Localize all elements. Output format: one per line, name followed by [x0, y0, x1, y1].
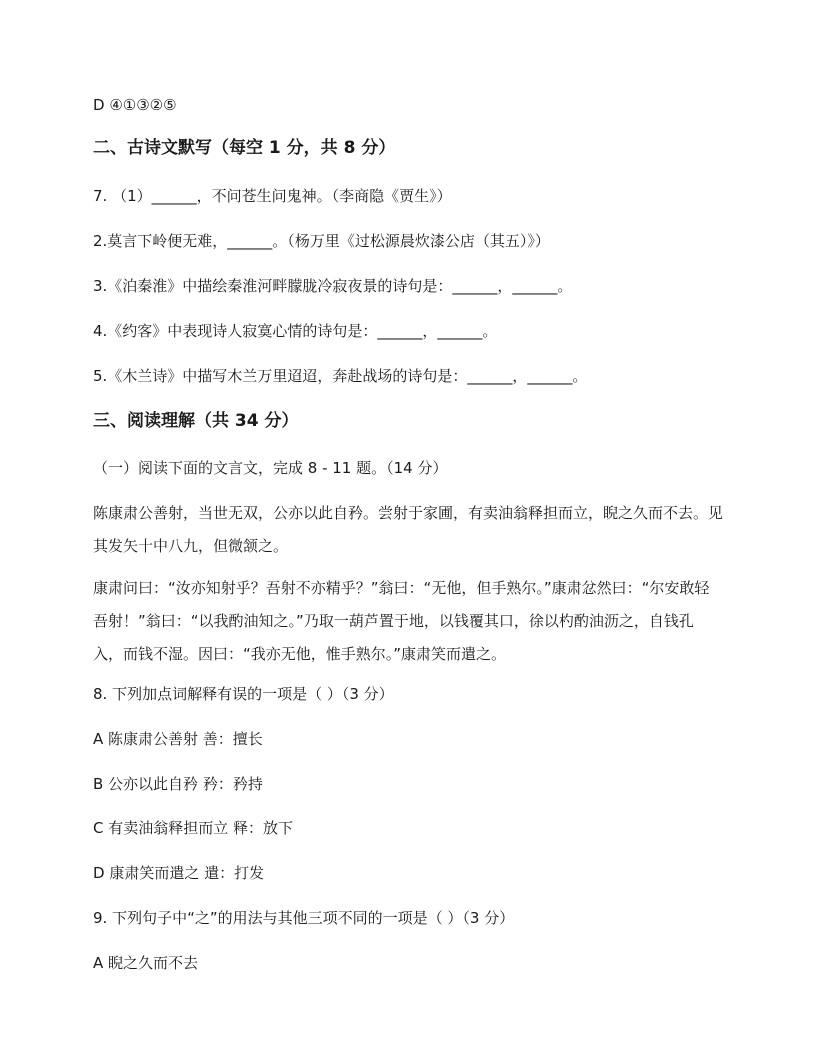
question-9-stem: 9. 下列句子中“之”的用法与其他三项不同的一项是（ ）（3 分）: [93, 909, 515, 927]
option-d-previous: D ④①③②⑤: [93, 96, 177, 114]
question-7-item-4: 4.《约客》中表现诗人寂寞心情的诗句是：______，______。: [93, 322, 498, 340]
question-8-option-c: C 有卖油翁释担而立 释：放下: [93, 819, 294, 837]
section-2-heading: 二、古诗文默写（每空 1 分，共 8 分）: [93, 138, 396, 158]
question-7-item-2: 2.莫言下岭便无难，______。（杨万里《过松源晨炊漆公店（其五）》）: [93, 232, 550, 250]
question-8-stem: 8. 下列加点词解释有误的一项是（ ）（3 分）: [93, 685, 394, 703]
question-9-option-a: A 睨之久而不去: [93, 954, 199, 972]
passage-paragraph-2: 康肃问曰：“汝亦知射乎？吾射不亦精乎？”翁曰：“无他，但手熟尔。”康肃忿然曰：“尔安敢轻吾射！”翁曰：“以我酌油知之。”乃取一葫芦置于地，以钱覆其口，徐以杓酌油沥之，自钱孔入，而钱不湿。因曰：“我亦无他，惟手熟尔。”康肃笑而遣之。: [93, 579, 710, 663]
question-7-item-1: 7. （1）______，不问苍生问鬼神。（李商隐《贾生》）: [93, 187, 452, 205]
question-8-option-a: A 陈康肃公善射 善：擅长: [93, 730, 263, 748]
question-7-item-3: 3.《泊秦淮》中描绘秦淮河畔朦胧冷寂夜景的诗句是：______，______。: [93, 277, 573, 295]
part-1-intro: （一）阅读下面的文言文，完成 8 - 11 题。（14 分）: [93, 459, 448, 477]
question-8-option-d: D 康肃笑而遣之 遣：打发: [93, 864, 265, 882]
passage-paragraph-1: 陈康肃公善射，当世无双，公亦以此自矜。尝射于家圃，有卖油翁释担而立，睨之久而不去。见其发矢十中八九，但微颔之。: [93, 504, 724, 555]
section-3-heading: 三、阅读理解（共 34 分）: [93, 411, 299, 431]
question-8-option-b: B 公亦以此自矜 矜：矜持: [93, 775, 263, 793]
question-7-item-5: 5.《木兰诗》中描写木兰万里迢迢，奔赴战场的诗句是：______，______。: [93, 367, 588, 385]
